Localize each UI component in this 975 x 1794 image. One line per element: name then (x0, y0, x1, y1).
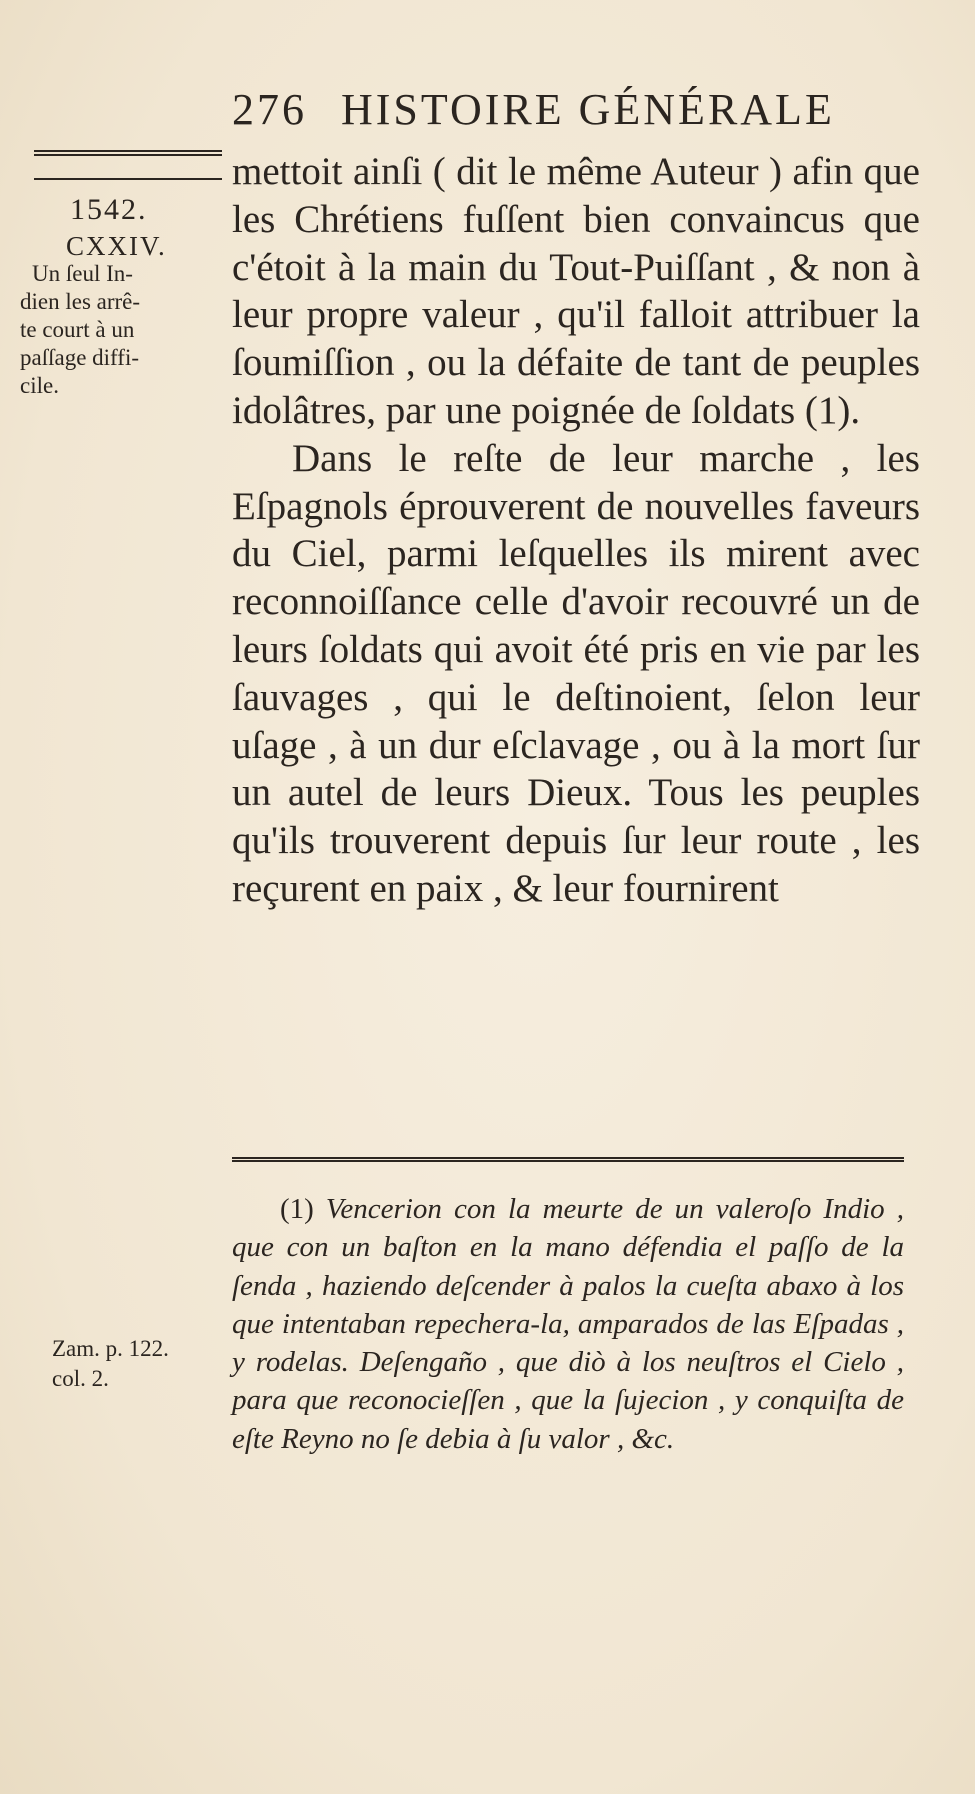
margin-rule-thin (34, 178, 222, 180)
year-note: 1542. (70, 193, 148, 226)
summary-line: cile. (20, 373, 59, 398)
footnote-rule (232, 1157, 904, 1162)
footnote-number: (1) (280, 1193, 314, 1225)
paragraph: Dans le reſte de leur marche , les Eſpagnols éprouverent de nouvelles faveurs du Ciel, parmi leſquelles ils mirent avec reconnoiſſance celle d'avoir recouvré un de leurs ſoldats qui avoit été pris en vie par les ſauvages , qui le deſtinoient, ſelon leur uſage , à un dur eſclavage , ou à la mort ſur un autel de leurs Dieux. Tous les peuples qu'ils trouverent depuis ſur leur route , les reçurent en paix , & leur fournirent (232, 436, 920, 910)
footnote-text: Vencerion con la meurte de un valeroſo Indio , que con un baſton en la mano défendia el paſſo de la ſenda , haziendo deſcender à palos la cueſta abaxo à los que intentaban repechera-la, amparados de las Eſpadas , y rodelas. Deſengaño , que diò à los neuſtros el Cielo , para que reconocieſſen , que la ſujecion , y conquiſta de eſte Reyno no ſe debia à ſu valor , &c. (232, 1193, 904, 1455)
margin-summary (20, 232, 220, 400)
footnote (232, 1190, 904, 1458)
summary-line: te court à un (20, 317, 135, 342)
main-text (232, 148, 920, 913)
running-header (232, 84, 872, 135)
reference-line: col. 2. (52, 1366, 109, 1391)
summary-line: paſſage diffi- (20, 345, 139, 370)
summary-line: Un ſeul In- (32, 261, 133, 286)
page-number: 276 (232, 85, 307, 134)
margin-year (20, 193, 220, 226)
summary-line: dien les arrê- (20, 289, 141, 314)
footnote-margin-reference (52, 1334, 227, 1394)
margin-rule (34, 150, 222, 156)
section-number: CXXIV. (66, 231, 167, 261)
reference-line: Zam. p. 122. (52, 1336, 169, 1361)
paragraph: mettoit ainſi ( dit le même Auteur ) afin que les Chrétiens fuſſent bien convaincus que c'étoit à la main du Tout-Puiſſant , & non à leur propre valeur , qu'il falloit attribuer la ſoumiſſion , ou la défaite de tant de peuples idolâtres, par une poignée de ſoldats (1). (232, 150, 920, 432)
running-title: HISTOIRE GÉNÉRALE (341, 85, 835, 134)
